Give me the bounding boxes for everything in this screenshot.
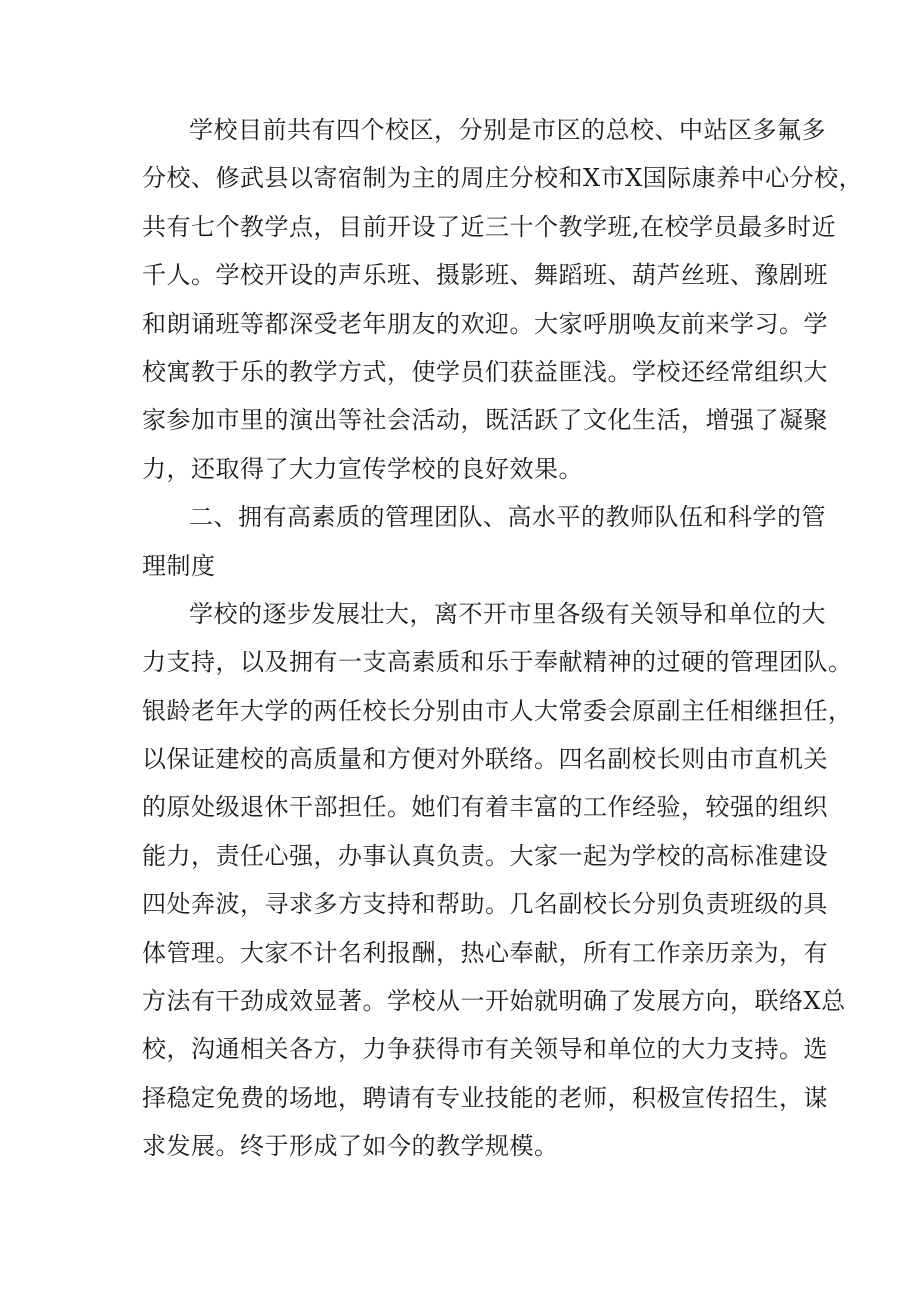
paragraph-campuses [142, 106, 864, 493]
text-line: 学校的逐步发展壮大，离不开市里各级有关领导和单位的大 [189, 599, 826, 628]
text-line: 的原处级退休干部担任。她们有着丰富的工作经验，较强的组织 [142, 793, 828, 822]
text-line: 力支持，以及拥有一支高素质和乐于奉献精神的过硬的管理团队。 [142, 648, 853, 677]
paragraph-management [142, 590, 853, 1171]
text-line: 共有七个教学点，目前开设了近三十个教学班,在校学员最多时近 [142, 212, 837, 241]
text-line: 方法有干劲成效显著。学校从一开始就明确了发展方向，联络X总 [142, 987, 846, 1016]
heading-line: 二、拥有高素质的管理团队、高水平的教师队伍和科学的管 [189, 503, 826, 532]
text-line: 择稳定免费的场地，聘请有专业技能的老师，积极宣传招生，谋 [142, 1083, 828, 1112]
text-line: 四处奔波，寻求多方支持和帮助。几名副校长分别负责班级的具 [142, 890, 828, 919]
text-line: 力，还取得了大力宣传学校的良好效果。 [142, 454, 583, 483]
section-heading-two [142, 493, 826, 590]
text-line: 校寓教于乐的教学方式，使学员们获益匪浅。学校还经常组织大 [142, 357, 828, 386]
text-line: 和朗诵班等都深受老年朋友的欢迎。大家呼朋唤友前来学习。学 [142, 309, 828, 338]
text-line: 以保证建校的高质量和方便对外联络。四名副校长则由市直机关 [142, 745, 828, 774]
text-line: 银龄老年大学的两任校长分别由市人大常委会原副主任相继担任， [142, 696, 853, 725]
text-line: 学校目前共有四个校区，分别是市区的总校、中站区多氟多 [189, 116, 826, 144]
text-line: 分校、修武县以寄宿制为主的周庄分校和X市X国际康养中心分校， [142, 164, 864, 193]
text-line: 求发展。终于形成了如今的教学规模。 [142, 1132, 559, 1161]
heading-line: 理制度 [142, 551, 216, 580]
text-line: 千人。学校开设的声乐班、摄影班、舞蹈班、葫芦丝班、豫剧班 [142, 261, 828, 290]
text-line: 体管理。大家不计名利报酬，热心奉献，所有工作亲历亲为，有 [142, 938, 828, 967]
text-line: 校，沟通相关各方，力争获得市有关领导和单位的大力支持。选 [142, 1035, 828, 1064]
text-line: 家参加市里的演出等社会活动，既活跃了文化生活，增强了凝聚 [142, 406, 828, 435]
text-line: 能力，责任心强，办事认真负责。大家一起为学校的高标准建设 [142, 841, 828, 870]
document-page [142, 106, 864, 1171]
